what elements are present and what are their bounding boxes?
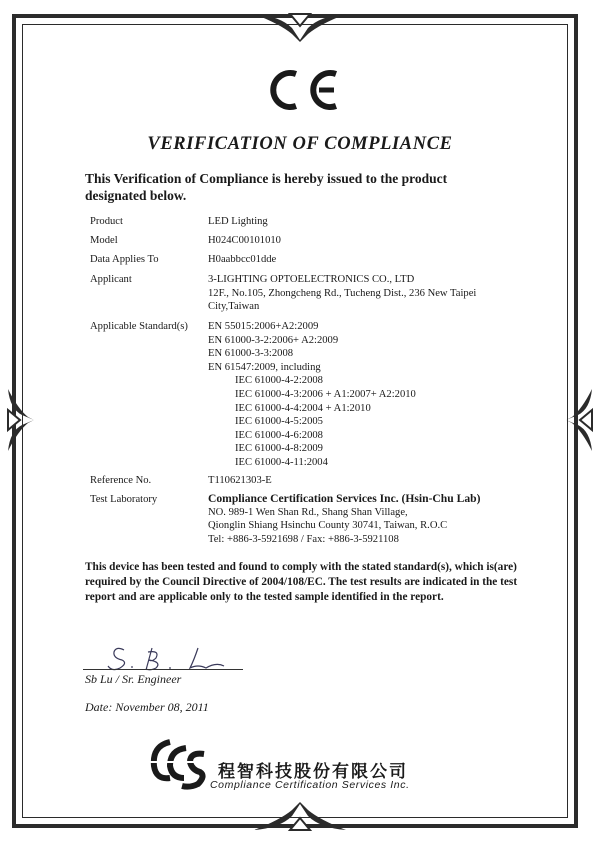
standard-item: EN 61547:2009, including xyxy=(208,361,321,373)
model-value: H024C00101010 xyxy=(208,235,281,246)
product-label: Product xyxy=(90,216,123,227)
issue-date: Date: November 08, 2011 xyxy=(85,700,209,714)
standards-label: Applicable Standard(s) xyxy=(90,321,188,332)
standard-sub-item: IEC 61000-4-6:2008 xyxy=(235,429,323,441)
applicant-line: City,Taiwan xyxy=(208,301,260,313)
product-value: LED Lighting xyxy=(208,216,268,227)
company-english-name: Compliance Certification Services Inc. xyxy=(210,779,410,791)
standard-sub-item: IEC 61000-4-5:2005 xyxy=(235,416,323,428)
signature-image xyxy=(86,640,256,676)
signature-line xyxy=(83,669,243,670)
applicant-label: Applicant xyxy=(90,274,132,285)
reference-label: Reference No. xyxy=(90,475,152,486)
standards-list xyxy=(208,320,508,470)
standard-sub-item: IEC 61000-4-8:2009 xyxy=(235,443,323,455)
data-applies-label: Data Applies To xyxy=(90,254,159,265)
standard-item: EN 61000-3-3:2008 xyxy=(208,348,294,360)
standard-item: EN 61000-3-2:2006+ A2:2009 xyxy=(208,334,339,346)
test-lab-label: Test Laboratory xyxy=(90,494,158,505)
data-applies-value: H0aabbcc01dde xyxy=(208,254,277,265)
top-ornament-icon xyxy=(250,10,350,44)
bottom-ornament-icon xyxy=(250,800,350,834)
compliance-statement: This device has been tested and found to comply with the stated standard(s), which is(are) required by the Council Directive of 2004/108/EC. The test results are indicated in the test report and are applicable only to the tested sample identified in the report. xyxy=(85,561,518,603)
ccs-logo-icon xyxy=(148,738,208,792)
standard-item: EN 55015:2006+A2:2009 xyxy=(208,321,319,332)
signer-name: Sb Lu / Sr. Engineer xyxy=(85,672,182,686)
standard-sub-item: IEC 61000-4-3:2006 + A1:2007+ A2:2010 xyxy=(235,388,416,400)
left-ornament-icon xyxy=(4,385,38,455)
applicant-line: 12F., No.105, Zhongcheng Rd., Tucheng Dist., 236 New Taipei xyxy=(208,287,477,299)
standard-sub-item: IEC 61000-4-2:2008 xyxy=(235,375,323,387)
standard-sub-item: IEC 61000-4-4:2004 + A1:2010 xyxy=(235,402,371,414)
model-label: Model xyxy=(90,235,118,246)
test-lab-line: Qionglin Shiang Hsinchu County 30741, Taiwan, R.O.C xyxy=(208,520,448,532)
test-lab-line: Tel: +886-3-5921698 / Fax: +886-3-5921108 xyxy=(208,533,399,545)
standard-sub-item: IEC 61000-4-11:2004 xyxy=(235,456,328,468)
test-lab-name: Compliance Certification Services Inc. (Hsin-Chu Lab) xyxy=(208,492,481,505)
test-lab-line: NO. 989-1 Wen Shan Rd., Shang Shan Village, xyxy=(208,506,408,518)
intro-statement: This Verification of Compliance is hereby issued to the product designated below. xyxy=(85,171,448,203)
ce-mark-icon xyxy=(262,66,342,114)
test-lab-value xyxy=(208,492,518,546)
certificate-title: VERIFICATION OF COMPLIANCE xyxy=(147,134,453,154)
company-chinese-name: 程智科技股份有限公司 xyxy=(218,762,408,782)
reference-value: T110621303-E xyxy=(208,475,272,486)
applicant-value xyxy=(208,273,508,314)
right-ornament-icon xyxy=(562,385,596,455)
applicant-line: 3-LIGHTING OPTOELECTRONICS CO., LTD xyxy=(208,274,415,285)
